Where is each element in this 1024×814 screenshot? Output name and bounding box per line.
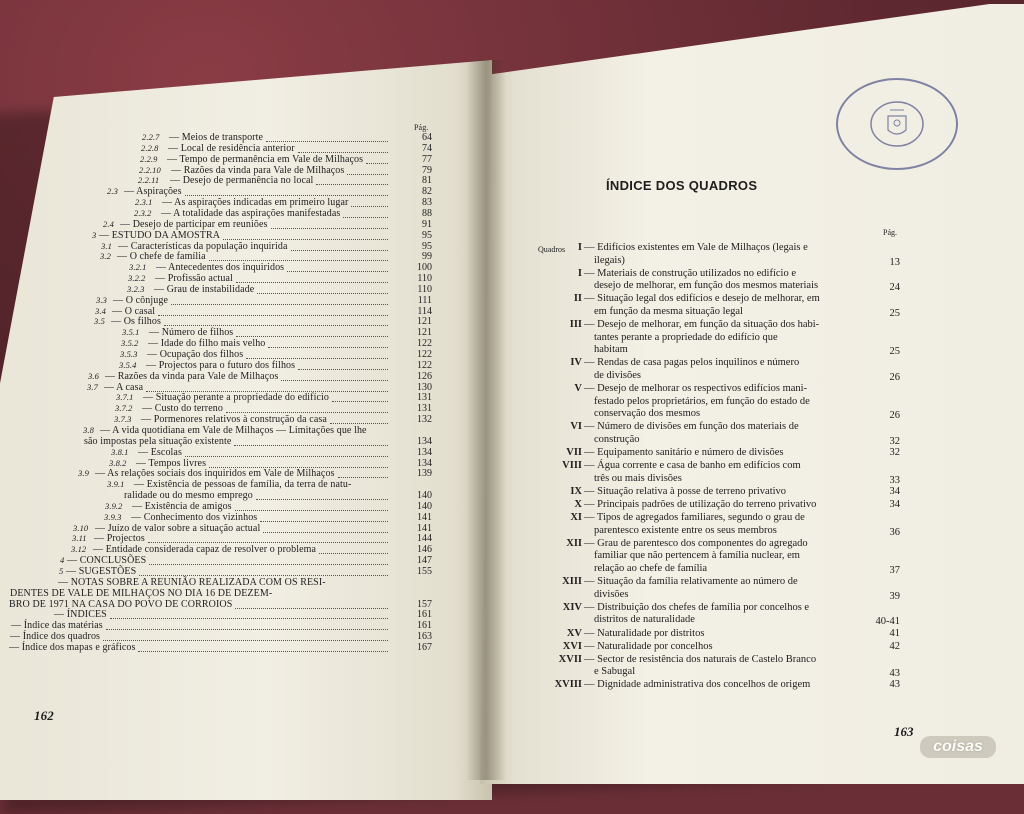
toc-entry-page: 146 bbox=[417, 544, 432, 556]
toc-entry-title: — NOTAS SOBRE A REUNIÃO REALIZADA COM OS RESI- bbox=[58, 576, 326, 588]
quadro-page: 24 bbox=[889, 282, 900, 294]
quadro-code: XI bbox=[570, 512, 582, 524]
toc-entry-title: ralidade ou do mesmo emprego bbox=[124, 490, 253, 502]
quadro-code: X bbox=[574, 499, 582, 510]
leader-dots bbox=[223, 238, 388, 240]
leader-dots bbox=[319, 552, 388, 554]
toc-entry-page: 111 bbox=[417, 294, 432, 306]
quadro-title-line: — Distribuição dos chefes de família por concelhos e bbox=[584, 601, 810, 613]
toc-entry-page: 114 bbox=[417, 305, 432, 317]
toc-entry-page: 122 bbox=[417, 338, 432, 350]
quadro-page: 26 bbox=[889, 410, 900, 422]
toc-entry-page: 141 bbox=[417, 511, 432, 523]
leader-dots bbox=[235, 509, 388, 511]
quadro-page: 43 bbox=[889, 679, 900, 691]
quadro-page: 42 bbox=[889, 640, 900, 652]
toc-entry-code: 3.5.4 bbox=[119, 359, 137, 370]
leader-dots bbox=[298, 368, 388, 370]
quadro-title-line: — Naturalidade por concelhos bbox=[584, 640, 713, 652]
leader-dots bbox=[106, 628, 388, 630]
toc-entry-page: 134 bbox=[417, 435, 432, 447]
quadro-code: XII bbox=[566, 537, 582, 549]
toc-entry-page: 157 bbox=[417, 598, 432, 610]
leader-dots bbox=[291, 249, 389, 251]
leader-dots bbox=[287, 270, 388, 272]
quadro-code: III bbox=[569, 319, 582, 331]
toc-entry-page: 167 bbox=[417, 641, 432, 653]
toc-entry-page: 161 bbox=[417, 609, 432, 621]
toc-entry-code: 3.9 bbox=[78, 468, 89, 479]
leader-dots bbox=[226, 411, 388, 413]
toc-entry-title: — Índice dos mapas e gráficos bbox=[9, 641, 136, 653]
quadro-code: V bbox=[574, 383, 582, 395]
leader-dots bbox=[146, 390, 388, 392]
toc-entry-title: BRO DE 1971 NA CASA DO POVO DE CORROIOS bbox=[9, 598, 233, 610]
leader-dots bbox=[235, 607, 388, 609]
toc-entry-title: — Índice dos quadros bbox=[10, 631, 101, 643]
leader-dots bbox=[260, 520, 388, 522]
toc-entry-title: — Meios de transporte bbox=[169, 132, 264, 143]
toc-entry-title: — Pormenores relativos à construção da casa bbox=[141, 414, 327, 426]
toc-entry-code: 3.3 bbox=[96, 294, 107, 305]
quadro-title-line: — Tipos de agregados familiares, segundo o grau de bbox=[584, 512, 805, 524]
toc-entry-title: — Idade do filho mais velho bbox=[148, 338, 266, 350]
quadro-page: 25 bbox=[889, 308, 900, 319]
quadro-title-line: — Desejo de melhorar os respectivos edifícios mani- bbox=[584, 383, 808, 395]
toc-entry-code: 5 bbox=[59, 566, 64, 576]
leader-dots bbox=[330, 422, 388, 424]
toc-entry-page: 100 bbox=[417, 262, 432, 274]
toc-entry-page: 141 bbox=[417, 522, 432, 534]
toc-entry-title: — ESTUDO DA AMOSTRA bbox=[99, 229, 221, 241]
municipal-stamp bbox=[836, 78, 958, 170]
toc-entry-title: — Custo do terreno bbox=[142, 403, 223, 415]
toc-entry-code: 3.2.1 bbox=[129, 262, 147, 273]
quadro-title-line: — Equipamento sanitário e número de divisões bbox=[584, 447, 784, 459]
quadro-title-line: construção bbox=[594, 434, 640, 445]
leader-dots bbox=[338, 476, 388, 478]
toc-entry-page: 81 bbox=[422, 175, 432, 187]
quadro-page: 34 bbox=[889, 499, 900, 510]
leader-dots bbox=[164, 324, 388, 326]
quadro-title-line: familiar que não pertencem à família nuclear, em bbox=[594, 550, 800, 562]
leader-dots bbox=[246, 357, 388, 359]
toc-entry-title: — Razões da vinda para Vale de Milhaços bbox=[105, 370, 279, 382]
quadro-title-line: — Principais padrões de utilização do terreno privativo bbox=[584, 499, 817, 510]
quadro-page: 43 bbox=[889, 668, 900, 680]
toc-entry-code: 3.2.2 bbox=[128, 273, 146, 284]
toc-entry-title: — ÍNDICES bbox=[54, 609, 107, 621]
toc-entry-code: 3.5.1 bbox=[122, 327, 140, 338]
quadro-title-line: de divisões bbox=[594, 370, 641, 381]
toc-entry-page: 144 bbox=[417, 533, 432, 545]
toc-entry-title: — Escolas bbox=[138, 446, 182, 458]
toc-entry-code: 3.1 bbox=[101, 240, 112, 251]
quadro-page: 33 bbox=[889, 474, 900, 486]
toc-entry-code: 3.2.3 bbox=[127, 283, 145, 294]
quadro-title-line: tantes perante a propriedade do edifício que bbox=[594, 331, 778, 343]
quadro-code: XVII bbox=[558, 653, 582, 665]
toc-entry-page: 110 bbox=[417, 273, 432, 285]
quadro-title-line: — Situação relativa à posse de terreno privativo bbox=[584, 485, 787, 497]
toc-entry-code: 2.3 bbox=[107, 186, 118, 197]
quadro-code: XV bbox=[566, 627, 582, 639]
leader-dots bbox=[268, 346, 388, 348]
leader-dots bbox=[257, 292, 388, 294]
leader-dots bbox=[266, 140, 388, 142]
quadro-title-line: conservação dos mesmos bbox=[594, 408, 701, 420]
toc-entry-title: — Entidade considerada capaz de resolver o problema bbox=[93, 544, 317, 556]
toc-entry-page: 95 bbox=[422, 229, 432, 241]
quadro-code: IX bbox=[570, 485, 582, 497]
toc-entry-title: — Índice das matérias bbox=[11, 620, 103, 632]
toc-entry-page: 122 bbox=[417, 349, 432, 360]
toc-entry-code: 4 bbox=[60, 555, 65, 566]
toc-entry-title: — O chefe de família bbox=[117, 251, 206, 263]
leader-dots bbox=[149, 563, 388, 565]
leader-dots bbox=[347, 173, 388, 175]
quadro-page: 34 bbox=[889, 485, 900, 497]
toc-entry-code: 3.4 bbox=[95, 305, 106, 316]
toc-entry-title: — A vida quotidiana em Vale de Milhaços — Limitações que lhe bbox=[100, 424, 367, 436]
pag-header: Pág. bbox=[883, 228, 897, 237]
toc-entry-page: 95 bbox=[422, 240, 432, 252]
leader-dots bbox=[332, 400, 388, 402]
quadro-code: XIII bbox=[562, 576, 582, 588]
quadro-title-line: — Desejo de melhorar, em função da situação dos habi- bbox=[584, 319, 820, 331]
leader-dots bbox=[185, 194, 388, 196]
toc-entry-code: 3.8 bbox=[83, 424, 94, 435]
leader-dots bbox=[236, 281, 388, 283]
quadro-title-line: festado pelos proprietários, em função do estado de bbox=[594, 395, 810, 407]
toc-entry-page: 140 bbox=[417, 500, 432, 512]
quadro-title-line: — Água corrente e casa de banho em edifícios com bbox=[584, 460, 801, 472]
leader-dots bbox=[351, 205, 388, 207]
leader-dots bbox=[316, 183, 388, 185]
leader-dots bbox=[281, 379, 388, 381]
quadro-code: VIII bbox=[562, 460, 582, 472]
pag-header: Pág. bbox=[414, 123, 429, 132]
toc-entry-title: — Existência de amigos bbox=[132, 500, 232, 512]
toc-entry-title: — Razões da vinda para Vale de Milhaços bbox=[171, 164, 345, 176]
leader-dots bbox=[148, 541, 388, 543]
quadro-code: VII bbox=[566, 447, 582, 459]
leader-dots bbox=[158, 314, 388, 316]
leader-dots bbox=[343, 216, 388, 218]
toc-entry-title: — O casal bbox=[112, 305, 156, 317]
toc-entry-title: — A casa bbox=[104, 381, 144, 393]
quadro-code: I bbox=[577, 267, 582, 279]
quadro-title-line: — Dignidade administrativa dos concelhos de origem bbox=[584, 679, 811, 691]
leader-dots bbox=[366, 162, 388, 164]
quadro-title-line: distritos de naturalidade bbox=[594, 614, 695, 626]
quadro-title-line: habitam bbox=[594, 344, 628, 356]
toc-entry-title: — Os filhos bbox=[111, 316, 161, 328]
toc-entry-title: — Local de residência anterior bbox=[168, 142, 295, 154]
quadro-title-line: — Sector de resistência dos naturais de Castelo Branco bbox=[584, 653, 817, 665]
quadro-title-line: — Materiais de construção utilizados no edifício e bbox=[584, 267, 796, 279]
quadro-page: 26 bbox=[889, 372, 900, 383]
toc-entry-title: — O cônjuge bbox=[113, 294, 168, 306]
leader-dots bbox=[271, 227, 388, 229]
toc-entry-code: 3.2 bbox=[100, 251, 111, 262]
toc-entry-code: 3.5.2 bbox=[121, 338, 139, 349]
toc-entry-code: 3.5.3 bbox=[120, 349, 138, 359]
left-page-content bbox=[0, 60, 492, 780]
toc-entry-title: — Desejo de permanência no local bbox=[170, 175, 314, 187]
toc-entry-code: 3.8.1 bbox=[111, 446, 129, 457]
quadro-title-line: — Edifícios existentes em Vale de Milhaços (legais e bbox=[584, 242, 808, 253]
toc-entry-page: 79 bbox=[422, 164, 432, 176]
toc-entry-code: 3.12 bbox=[71, 544, 87, 555]
quadro-title-line: — Rendas de casa pagas pelos inquilinos e número bbox=[584, 357, 800, 369]
toc-entry-title: — Existência de pessoas de família, da terra de natu- bbox=[134, 479, 352, 491]
leader-dots bbox=[171, 303, 388, 305]
toc-entry-code: 3.9.1 bbox=[107, 479, 125, 490]
toc-entry-title: — Projectos para o futuro dos filhos bbox=[146, 359, 296, 371]
leader-dots bbox=[209, 466, 388, 468]
toc-entry-code: 2.4 bbox=[103, 218, 114, 229]
toc-entry-title: — Características da população inquirida bbox=[118, 240, 288, 252]
toc-entry-page: 121 bbox=[417, 316, 432, 328]
toc-entry-page: 74 bbox=[422, 142, 432, 154]
quadro-title-line: e Sabugal bbox=[594, 666, 636, 678]
page-title: ÍNDICE DOS QUADROS bbox=[606, 178, 758, 193]
quadro-page: 25 bbox=[889, 346, 900, 358]
quadro-page: 41 bbox=[889, 627, 900, 639]
quadro-page: 36 bbox=[889, 526, 900, 538]
toc-entry-page: 140 bbox=[417, 490, 432, 502]
quadro-title-line: desejo de melhorar, em função dos mesmos materiais bbox=[594, 280, 819, 292]
quadro-code: IV bbox=[570, 357, 582, 369]
toc-entry-code: 2.2.10 bbox=[139, 164, 161, 175]
quadro-page: 39 bbox=[889, 590, 900, 602]
quadros-header: Quadros bbox=[538, 245, 566, 254]
leader-dots bbox=[185, 455, 388, 457]
toc-entry-page: 91 bbox=[422, 218, 432, 230]
toc-entry-code: 3 bbox=[92, 229, 97, 240]
quadro-code: XVI bbox=[562, 640, 582, 652]
toc-entry-title: DENTES DE VALE DE MILHAÇOS NO DIA 16 DE DEZEM- bbox=[10, 587, 273, 599]
toc-entry-code: 3.5 bbox=[94, 316, 105, 327]
quadro-title-line: — Grau de parentesco dos componentes do agregado bbox=[584, 537, 808, 549]
quadro-code: I bbox=[577, 242, 582, 253]
toc-entry-page: 131 bbox=[417, 392, 432, 404]
toc-entry-page: 134 bbox=[417, 457, 432, 469]
toc-entry-page: 99 bbox=[422, 251, 432, 263]
toc-entry-title: — Projectos bbox=[94, 533, 145, 545]
quadro-title-line: — Naturalidade por distritos bbox=[584, 627, 705, 639]
toc-entry-page: 110 bbox=[417, 283, 432, 295]
toc-entry-code: 3.7 bbox=[87, 381, 98, 392]
toc-entry-title: — Desejo de participar em reuniões bbox=[120, 218, 268, 230]
toc-entry-title: — CONCLUSÕES bbox=[67, 555, 147, 567]
toc-entry-code: 2.3.1 bbox=[135, 197, 153, 208]
toc-entry-title: — As relações sociais dos inquiridos em Vale de Milhaços bbox=[95, 468, 335, 480]
toc-entry-page: 130 bbox=[417, 381, 432, 393]
toc-entry-page: 83 bbox=[422, 197, 432, 209]
toc-entry-title: — Ocupação dos filhos bbox=[147, 349, 244, 360]
toc-entry-page: 139 bbox=[417, 468, 432, 480]
quadro-title-line: três ou mais divisões bbox=[594, 472, 682, 484]
toc-entry-title: são impostas pela situação existente bbox=[84, 435, 232, 447]
toc-entry-code: 3.11 bbox=[72, 533, 87, 544]
toc-entry-title: — Tempo de permanência em Vale de Milhaços bbox=[167, 153, 364, 165]
toc-entry-code: 3.9.3 bbox=[104, 511, 122, 522]
toc-entry-title: — A totalidade das aspirações manifestadas bbox=[161, 207, 341, 219]
toc-entry-title: — Número de filhos bbox=[149, 327, 234, 339]
toc-entry-code: 2.2.11 bbox=[138, 175, 160, 186]
quadro-title-line: ilegais) bbox=[594, 254, 625, 266]
toc-entry-page: 163 bbox=[417, 631, 432, 643]
toc-entry-page: 155 bbox=[417, 566, 432, 577]
quadro-page: 37 bbox=[889, 565, 900, 576]
quadro-page: 13 bbox=[889, 256, 900, 268]
quadro-title-line: em função da mesma situação legal bbox=[594, 306, 743, 317]
quadro-code: XVIII bbox=[554, 679, 582, 691]
toc-entry-title: — Juízo de valor sobre a situação actual bbox=[95, 522, 261, 534]
toc-entry-title: — Tempos livres bbox=[136, 457, 207, 469]
toc-entry-title: — Grau de instabilidade bbox=[154, 283, 255, 295]
toc-entry-title: — Conhecimento dos vizinhos bbox=[131, 511, 258, 523]
toc-entry-page: 82 bbox=[422, 186, 432, 198]
leader-dots bbox=[298, 151, 388, 153]
toc-entry-title: — Situação perante a propriedade do edifício bbox=[143, 392, 329, 404]
toc-entry-code: 3.7.3 bbox=[114, 414, 132, 425]
leader-dots bbox=[103, 639, 388, 641]
toc-entry-code: 2.2.8 bbox=[141, 142, 159, 153]
quadro-title-line: — Situação legal dos edifícios e desejo de melhorar, em bbox=[584, 293, 820, 305]
toc-entry-title: — Aspirações bbox=[124, 186, 182, 198]
quadro-code: II bbox=[573, 293, 582, 305]
page-number: 163 bbox=[894, 724, 914, 739]
leader-dots bbox=[110, 617, 388, 619]
toc-entry-page: 77 bbox=[422, 153, 432, 165]
toc-entry-code: 2.2.7 bbox=[142, 132, 160, 142]
toc-entry-page: 122 bbox=[417, 359, 432, 371]
toc-entry-code: 3.10 bbox=[73, 522, 89, 533]
page-number: 162 bbox=[34, 708, 54, 723]
leader-dots bbox=[139, 574, 388, 576]
toc-entry-page: 134 bbox=[417, 446, 432, 458]
quadro-title-line: — Situação da família relativamente ao número de bbox=[584, 576, 798, 588]
quadro-title-line: relação ao chefe de família bbox=[594, 563, 708, 574]
quadro-title-line: divisões bbox=[594, 588, 629, 600]
toc-entry-code: 3.8.2 bbox=[109, 457, 127, 468]
toc-entry-title: — SUGESTÕES bbox=[66, 566, 137, 577]
toc-entry-code: 2.3.2 bbox=[134, 207, 152, 218]
toc-entry-page: 131 bbox=[417, 403, 432, 415]
leader-dots bbox=[138, 650, 388, 652]
site-watermark: coisas bbox=[920, 736, 996, 758]
quadro-page: 32 bbox=[889, 436, 900, 447]
toc-entry-code: 2.2.9 bbox=[140, 153, 158, 164]
toc-entry-page: 88 bbox=[422, 207, 432, 219]
toc-entry-page: 147 bbox=[417, 555, 432, 567]
toc-entry-title: — Profissão actual bbox=[155, 273, 233, 285]
toc-entry-page: 64 bbox=[422, 132, 432, 143]
toc-entry-page: 161 bbox=[417, 620, 432, 632]
toc-entry-page: 121 bbox=[417, 327, 432, 339]
toc-entry-code: 3.7.2 bbox=[115, 403, 133, 414]
leader-dots bbox=[256, 498, 388, 500]
leader-dots bbox=[236, 335, 388, 337]
leader-dots bbox=[234, 444, 388, 446]
quadro-title-line: parentesco existente entre os seus membros bbox=[594, 524, 777, 536]
quadro-code: XIV bbox=[562, 601, 582, 613]
toc-entry-code: 3.6 bbox=[88, 370, 99, 381]
quadro-code: VI bbox=[570, 421, 582, 433]
toc-entry-code: 3.9.2 bbox=[105, 500, 123, 511]
quadro-page: 32 bbox=[889, 447, 900, 459]
toc-entry-code: 3.7.1 bbox=[116, 392, 134, 403]
quadro-title-line: — Número de divisões em função dos materiais de bbox=[584, 421, 799, 433]
leader-dots bbox=[263, 531, 388, 533]
quadro-page: 40-41 bbox=[875, 616, 900, 628]
toc-entry-title: — Antecedentes dos inquiridos bbox=[156, 262, 285, 274]
leader-dots bbox=[209, 259, 388, 261]
toc-entry-title: — As aspirações indicadas em primeiro lugar bbox=[162, 197, 349, 209]
toc-entry-page: 126 bbox=[417, 370, 432, 382]
toc-entry-page: 132 bbox=[417, 414, 432, 426]
